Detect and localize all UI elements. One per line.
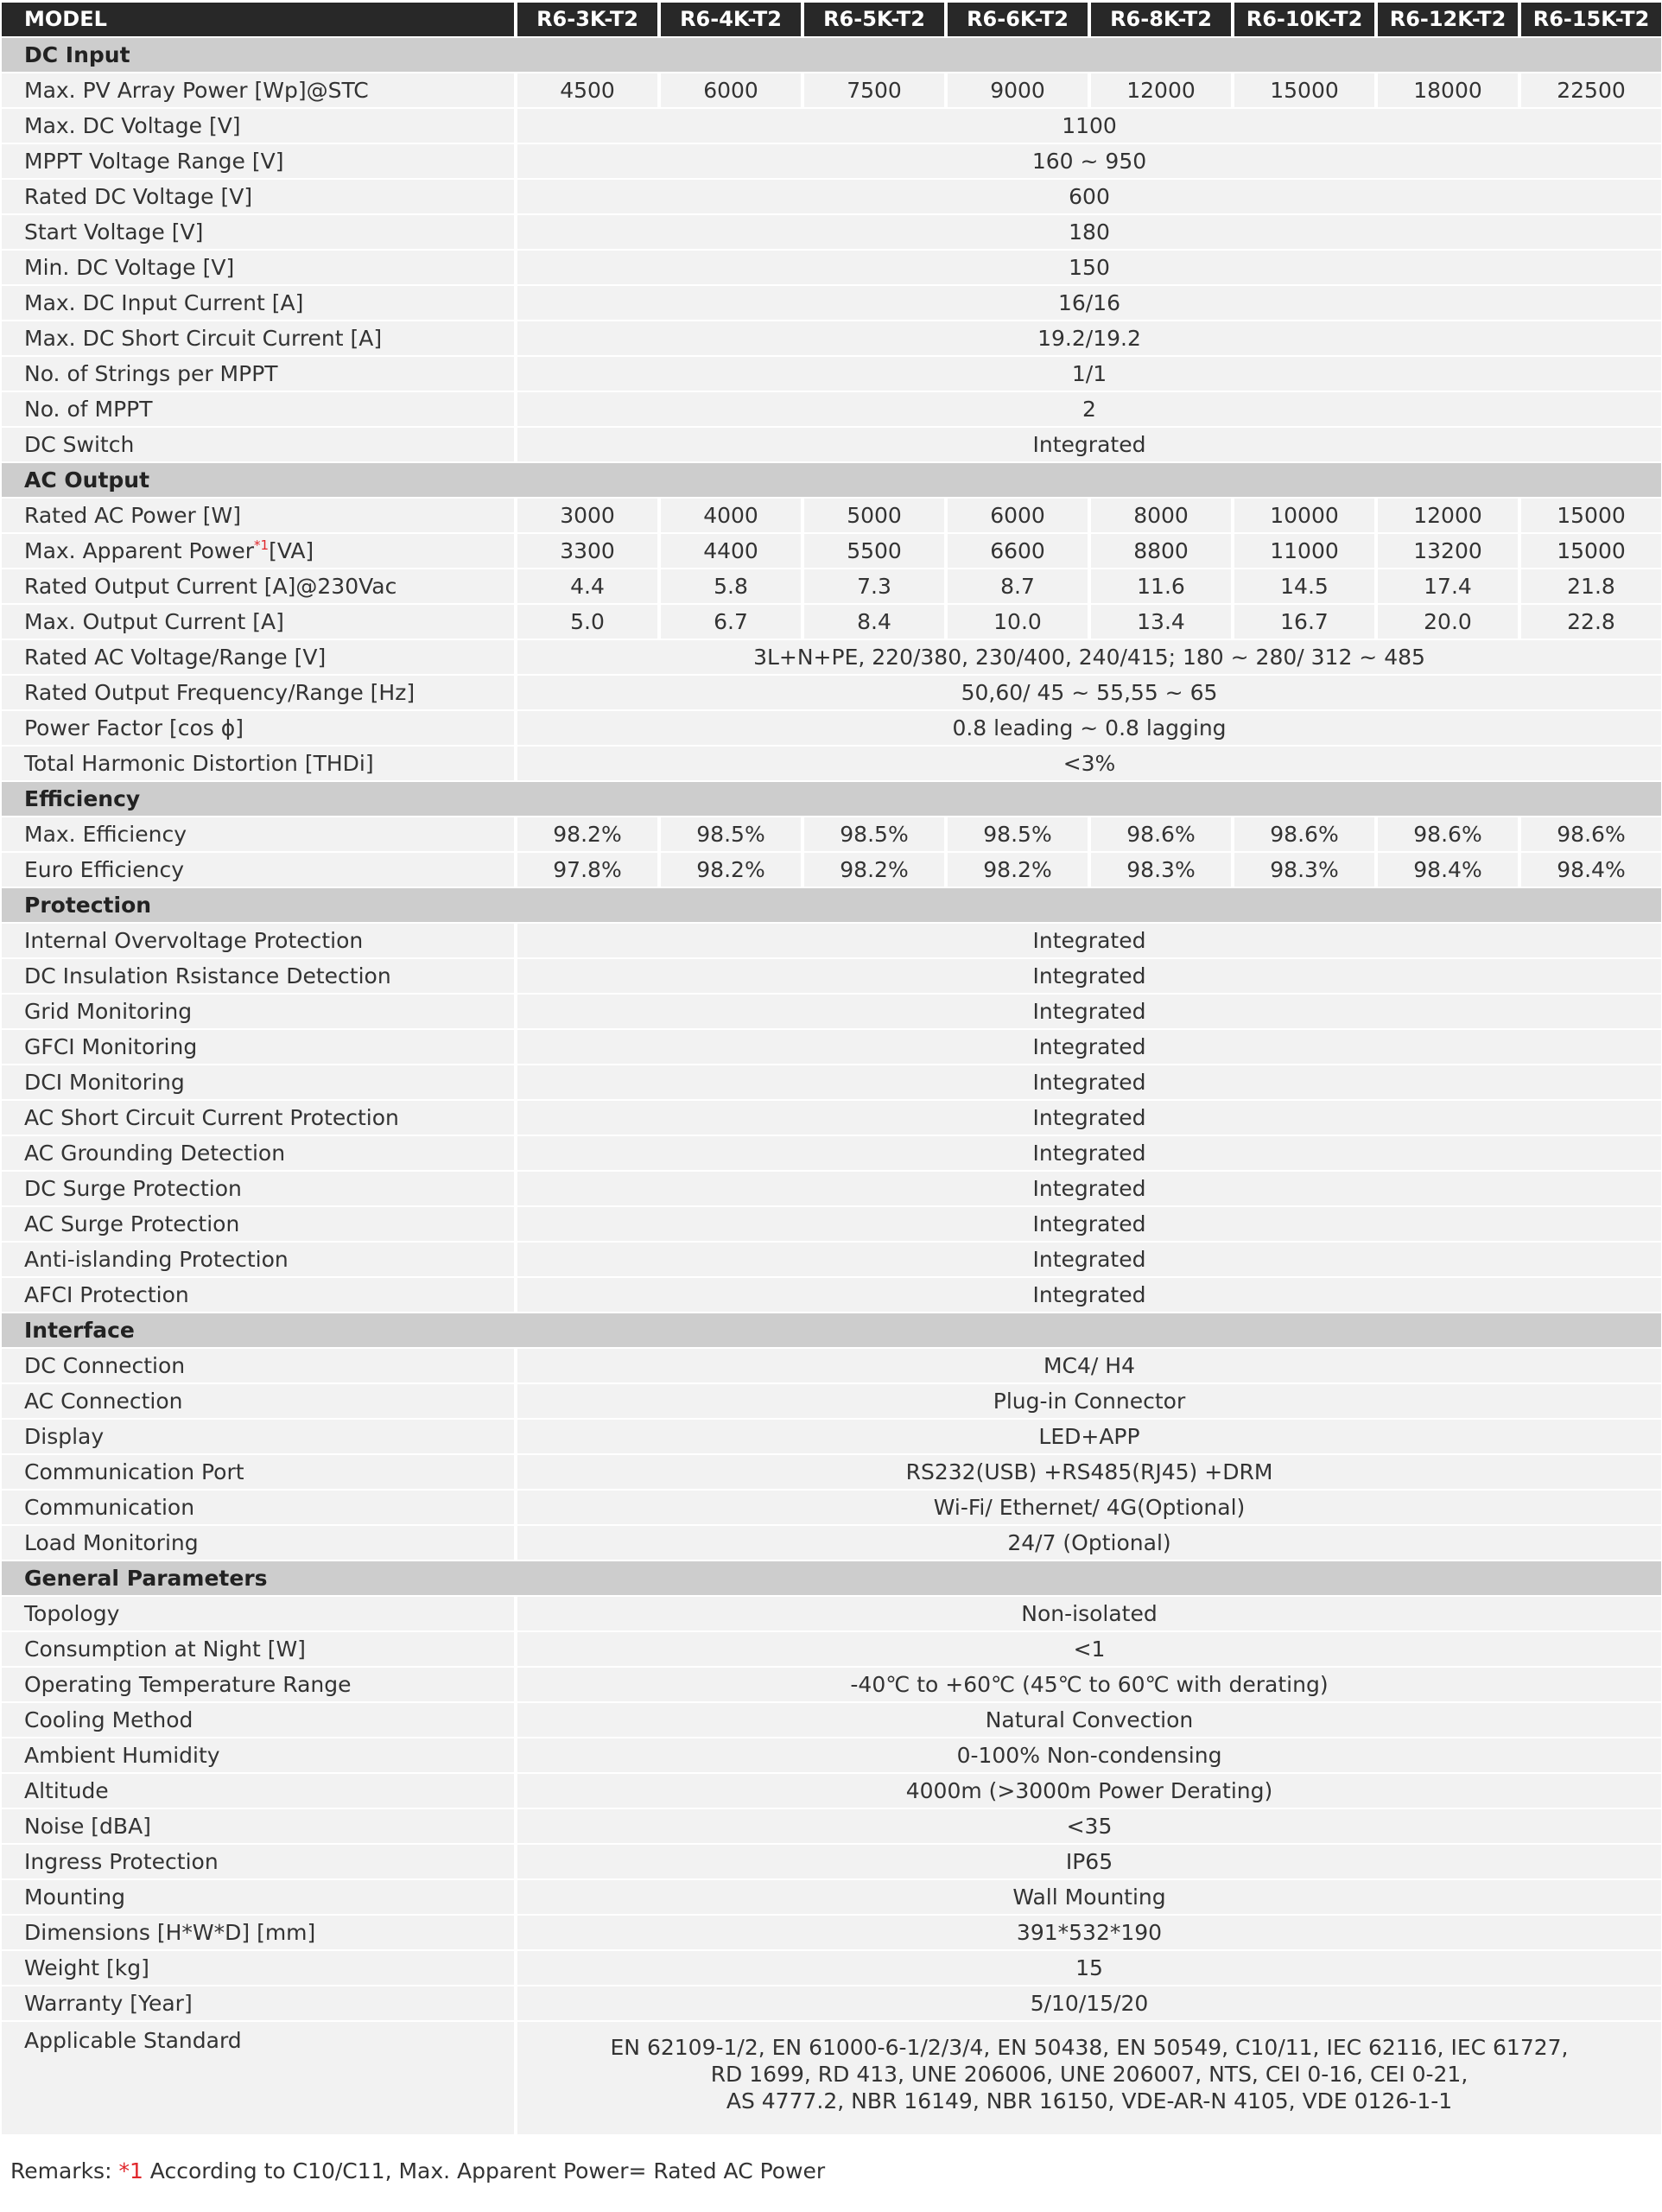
spec-value: 6600	[944, 534, 1088, 569]
spec-value: 12000	[1088, 73, 1231, 109]
spec-label	[2, 1597, 514, 1632]
spec-value-shared: Integrated	[514, 1207, 1661, 1243]
spec-value: 4500	[514, 73, 657, 109]
spec-label	[2, 1526, 514, 1561]
spec-value: 15000	[1518, 534, 1661, 569]
spec-label	[2, 392, 514, 428]
spec-value-shared: <3%	[514, 747, 1661, 782]
spec-value: 4.4	[514, 569, 657, 605]
spec-label-text: Power Factor [cos ϕ]	[24, 715, 244, 741]
spec-value: 98.2%	[801, 853, 944, 888]
spec-label	[2, 180, 514, 215]
spec-label-text: Ingress Protection	[24, 1849, 219, 1874]
spec-label	[2, 711, 514, 747]
spec-value: 6.7	[657, 605, 801, 640]
spec-label-text: Ambient Humidity	[24, 1743, 220, 1768]
standard-line: RD 1699, RD 413, UNE 206006, UNE 206007, NTS, CEI 0-16, CEI 0-21,	[710, 2062, 1469, 2087]
spec-row	[2, 959, 1661, 995]
spec-label-text: GFCI Monitoring	[24, 1034, 198, 1059]
spec-label	[2, 1101, 514, 1136]
spec-value-shared: 160 ~ 950	[514, 144, 1661, 180]
spec-label-text: DC Surge Protection	[24, 1176, 242, 1201]
spec-label-text: Min. DC Voltage [V]	[24, 255, 235, 280]
spec-label-text: Dimensions [H*W*D] [mm]	[24, 1920, 316, 1945]
spec-label-text: DC Insulation Rsistance Detection	[24, 963, 391, 988]
spec-label-text: Noise [dBA]	[24, 1814, 151, 1839]
spec-value: 98.2%	[514, 817, 657, 853]
spec-value: 5000	[801, 499, 944, 534]
section-title: AC Output	[2, 463, 1661, 499]
spec-value: 10000	[1231, 499, 1374, 534]
section-header-row	[2, 1313, 1661, 1349]
spec-row	[2, 1845, 1661, 1880]
spec-label-text: AC Surge Protection	[24, 1211, 240, 1236]
spec-value: 5.0	[514, 605, 657, 640]
spec-label	[2, 1349, 514, 1384]
spec-label-text: Total Harmonic Distortion [THDi]	[24, 751, 374, 776]
spec-label-text: Operating Temperature Range	[24, 1672, 352, 1697]
spec-value-shared: MC4/ H4	[514, 1349, 1661, 1384]
spec-label-text: Max. Apparent Power	[24, 538, 255, 563]
spec-value: 98.5%	[944, 817, 1088, 853]
spec-row	[2, 1243, 1661, 1278]
spec-value-shared: 1/1	[514, 357, 1661, 392]
spec-value-shared: Integrated	[514, 1136, 1661, 1172]
spec-label-text: Rated DC Voltage [V]	[24, 184, 253, 209]
spec-row	[2, 817, 1661, 853]
spec-label-text: AC Short Circuit Current Protection	[24, 1105, 399, 1130]
spec-row	[2, 1597, 1661, 1632]
spec-label	[2, 1455, 514, 1491]
remarks-text: According to C10/C11, Max. Apparent Power= Rated AC Power	[143, 2158, 826, 2183]
spec-value: 4000	[657, 499, 801, 534]
spec-label	[2, 109, 514, 144]
spec-label	[2, 959, 514, 995]
spec-label-text: No. of Strings per MPPT	[24, 361, 278, 386]
spec-label	[2, 640, 514, 676]
spec-label	[2, 1384, 514, 1420]
spec-label-text: Euro Efficiency	[24, 857, 185, 882]
spec-label	[2, 357, 514, 392]
spec-row	[2, 747, 1661, 782]
spec-label	[2, 569, 514, 605]
spec-label-text: Max. PV Array Power [Wp]@STC	[24, 78, 369, 103]
spec-value-shared: Integrated	[514, 1065, 1661, 1101]
spec-label-text: Cooling Method	[24, 1707, 193, 1732]
section-title: DC Input	[2, 38, 1661, 73]
spec-row	[2, 1916, 1661, 1951]
header-row	[2, 3, 1661, 38]
spec-label	[2, 853, 514, 888]
spec-value: 15000	[1518, 499, 1661, 534]
spec-value: 11.6	[1088, 569, 1231, 605]
spec-label-text: DC Switch	[24, 432, 135, 457]
spec-label	[2, 1809, 514, 1845]
spec-table	[2, 3, 1661, 2136]
spec-label	[2, 1278, 514, 1313]
spec-row	[2, 1703, 1661, 1738]
spec-value-shared: Integrated	[514, 1101, 1661, 1136]
spec-value: 98.5%	[801, 817, 944, 853]
spec-value-shared: Integrated	[514, 959, 1661, 995]
spec-value-shared: 4000m (>3000m Power Derating)	[514, 1774, 1661, 1809]
spec-row	[2, 2022, 1661, 2136]
spec-label	[2, 1491, 514, 1526]
spec-label	[2, 144, 514, 180]
remarks-note	[10, 2158, 825, 2183]
section-header-row	[2, 1561, 1661, 1597]
spec-label-text: MPPT Voltage Range [V]	[24, 149, 284, 174]
spec-value-shared: 50,60/ 45 ~ 55,55 ~ 65	[514, 676, 1661, 711]
spec-row	[2, 640, 1661, 676]
spec-value-shared: 24/7 (Optional)	[514, 1526, 1661, 1561]
spec-label-text: DC Connection	[24, 1353, 186, 1378]
spec-value: 8.4	[801, 605, 944, 640]
spec-label	[2, 1880, 514, 1916]
spec-value-shared: Natural Convection	[514, 1703, 1661, 1738]
section-title: Protection	[2, 888, 1661, 924]
spec-label	[2, 1065, 514, 1101]
spec-body	[2, 38, 1661, 2136]
spec-label	[2, 1738, 514, 1774]
spec-label-text: AC Connection	[24, 1389, 183, 1414]
spec-value: 17.4	[1374, 569, 1518, 605]
model-header: R6-8K-T2	[1088, 3, 1231, 38]
spec-label-text: Mounting	[24, 1885, 126, 1910]
spec-value-shared: 5/10/15/20	[514, 1986, 1661, 2022]
spec-row	[2, 428, 1661, 463]
spec-value: 98.5%	[657, 817, 801, 853]
spec-label-text: Max. DC Input Current [A]	[24, 290, 304, 315]
spec-value-shared: 3L+N+PE, 220/380, 230/400, 240/415; 180 ~ 280/ 312 ~ 485	[514, 640, 1661, 676]
spec-row	[2, 534, 1661, 569]
spec-label-text: Load Monitoring	[24, 1530, 199, 1555]
spec-row	[2, 853, 1661, 888]
spec-label-text: Display	[24, 1424, 105, 1449]
spec-value: 98.2%	[657, 853, 801, 888]
spec-label-suffix: [VA]	[269, 538, 314, 563]
spec-value: 98.4%	[1374, 853, 1518, 888]
model-header: R6-12K-T2	[1374, 3, 1518, 38]
spec-row	[2, 1455, 1661, 1491]
spec-value: 3300	[514, 534, 657, 569]
spec-value-shared: 0.8 leading ~ 0.8 lagging	[514, 711, 1661, 747]
spec-label-text: Internal Overvoltage Protection	[24, 928, 364, 953]
spec-row	[2, 924, 1661, 959]
spec-label-text: Max. DC Voltage [V]	[24, 113, 241, 138]
spec-row	[2, 144, 1661, 180]
spec-value: 13200	[1374, 534, 1518, 569]
spec-value-shared: Integrated	[514, 1243, 1661, 1278]
spec-label-text: Communication Port	[24, 1459, 244, 1484]
model-header: R6-5K-T2	[801, 3, 944, 38]
spec-label-text: Weight [kg]	[24, 1955, 149, 1980]
spec-value-shared: Plug-in Connector	[514, 1384, 1661, 1420]
spec-value: 6000	[657, 73, 801, 109]
spec-value-shared: Integrated	[514, 995, 1661, 1030]
spec-value-shared: IP65	[514, 1845, 1661, 1880]
spec-value: 18000	[1374, 73, 1518, 109]
spec-label-text: Warranty [Year]	[24, 1991, 193, 2016]
spec-row	[2, 1136, 1661, 1172]
spec-row	[2, 1986, 1661, 2022]
spec-label	[2, 1632, 514, 1668]
spec-value: 8800	[1088, 534, 1231, 569]
spec-value-shared: Integrated	[514, 1030, 1661, 1065]
spec-value: 3000	[514, 499, 657, 534]
spec-row	[2, 1420, 1661, 1455]
spec-value-multiline	[514, 2022, 1661, 2136]
spec-row	[2, 1951, 1661, 1986]
spec-row	[2, 676, 1661, 711]
model-header: R6-3K-T2	[514, 3, 657, 38]
spec-row	[2, 1101, 1661, 1136]
remarks-marker: *1	[118, 2158, 143, 2183]
spec-value-shared: RS232(USB) +RS485(RJ45) +DRM	[514, 1455, 1661, 1491]
spec-value: 7.3	[801, 569, 944, 605]
model-header: R6-10K-T2	[1231, 3, 1374, 38]
standard-line: AS 4777.2, NBR 16149, NBR 16150, VDE-AR-N 4105, VDE 0126-1-1	[726, 2088, 1453, 2113]
spec-label-text: Anti-islanding Protection	[24, 1247, 289, 1272]
spec-row	[2, 180, 1661, 215]
spec-row	[2, 1668, 1661, 1703]
spec-row	[2, 1349, 1661, 1384]
spec-row	[2, 1065, 1661, 1101]
spec-label	[2, 1986, 514, 2022]
spec-value: 98.4%	[1518, 853, 1661, 888]
spec-value: 98.6%	[1088, 817, 1231, 853]
spec-label	[2, 1243, 514, 1278]
spec-label-text: Max. DC Short Circuit Current [A]	[24, 326, 383, 351]
spec-row	[2, 1632, 1661, 1668]
spec-label	[2, 286, 514, 321]
spec-value-shared: 1100	[514, 109, 1661, 144]
spec-row	[2, 215, 1661, 251]
standard-line: EN 62109-1/2, EN 61000-6-1/2/3/4, EN 50438, EN 50549, C10/11, IEC 62116, IEC 61727,	[610, 2035, 1569, 2060]
spec-value: 97.8%	[514, 853, 657, 888]
spec-label	[2, 251, 514, 286]
spec-label-text: Max. Efficiency	[24, 822, 187, 847]
spec-label	[2, 2022, 514, 2136]
spec-label	[2, 428, 514, 463]
spec-label	[2, 1668, 514, 1703]
spec-value: 21.8	[1518, 569, 1661, 605]
spec-value: 98.6%	[1374, 817, 1518, 853]
spec-value: 22500	[1518, 73, 1661, 109]
spec-value-shared: <1	[514, 1632, 1661, 1668]
spec-row	[2, 995, 1661, 1030]
spec-label-text: Altitude	[24, 1778, 109, 1803]
spec-row	[2, 1491, 1661, 1526]
spec-label	[2, 1207, 514, 1243]
spec-row	[2, 357, 1661, 392]
spec-row	[2, 1207, 1661, 1243]
spec-label	[2, 605, 514, 640]
spec-label-text: Max. Output Current [A]	[24, 609, 284, 634]
spec-label	[2, 747, 514, 782]
spec-label-text: Rated AC Power [W]	[24, 503, 241, 528]
spec-value-shared: Wall Mounting	[514, 1880, 1661, 1916]
spec-value-shared: Integrated	[514, 428, 1661, 463]
spec-value: 16.7	[1231, 605, 1374, 640]
spec-value: 98.6%	[1231, 817, 1374, 853]
section-header-row	[2, 782, 1661, 817]
spec-value: 10.0	[944, 605, 1088, 640]
spec-label-text: DCI Monitoring	[24, 1070, 185, 1095]
spec-label	[2, 1774, 514, 1809]
spec-value: 98.2%	[944, 853, 1088, 888]
spec-value: 8000	[1088, 499, 1231, 534]
model-header: R6-6K-T2	[944, 3, 1088, 38]
spec-row	[2, 1278, 1661, 1313]
spec-value-shared: -40℃ to +60℃ (45℃ to 60℃ with derating)	[514, 1668, 1661, 1703]
spec-label	[2, 1916, 514, 1951]
spec-label	[2, 321, 514, 357]
spec-label	[2, 1172, 514, 1207]
spec-label-text: Start Voltage [V]	[24, 219, 204, 245]
model-header: R6-15K-T2	[1518, 3, 1661, 38]
spec-row	[2, 392, 1661, 428]
spec-label	[2, 215, 514, 251]
spec-value-shared: 391*532*190	[514, 1916, 1661, 1951]
spec-value-shared: 0-100% Non-condensing	[514, 1738, 1661, 1774]
spec-value-shared: 15	[514, 1951, 1661, 1986]
spec-label-text: Rated Output Frequency/Range [Hz]	[24, 680, 416, 705]
spec-row	[2, 569, 1661, 605]
spec-label	[2, 73, 514, 109]
spec-sheet	[2, 3, 1659, 2136]
remarks-prefix: Remarks:	[10, 2158, 119, 2183]
spec-label-text: AC Grounding Detection	[24, 1141, 286, 1166]
spec-row	[2, 251, 1661, 286]
spec-row	[2, 1526, 1661, 1561]
spec-label-text: Topology	[24, 1601, 120, 1626]
section-title: Interface	[2, 1313, 1661, 1349]
model-header-label: MODEL	[2, 3, 514, 38]
spec-value: 7500	[801, 73, 944, 109]
spec-value: 12000	[1374, 499, 1518, 534]
spec-row	[2, 1774, 1661, 1809]
spec-value: 6000	[944, 499, 1088, 534]
spec-value-shared: 180	[514, 215, 1661, 251]
spec-label	[2, 1703, 514, 1738]
spec-label	[2, 1030, 514, 1065]
spec-label	[2, 1845, 514, 1880]
spec-label	[2, 499, 514, 534]
spec-row	[2, 1172, 1661, 1207]
spec-label	[2, 995, 514, 1030]
spec-row	[2, 1030, 1661, 1065]
spec-label	[2, 1951, 514, 1986]
footnote-marker: *1	[254, 537, 270, 553]
spec-value: 5.8	[657, 569, 801, 605]
spec-row	[2, 73, 1661, 109]
spec-value-shared: LED+APP	[514, 1420, 1661, 1455]
section-title: General Parameters	[2, 1561, 1661, 1597]
spec-row	[2, 711, 1661, 747]
spec-value: 5500	[801, 534, 944, 569]
spec-value: 13.4	[1088, 605, 1231, 640]
section-header-row	[2, 888, 1661, 924]
section-title: Efficiency	[2, 782, 1661, 817]
spec-value-shared: 16/16	[514, 286, 1661, 321]
section-header-row	[2, 38, 1661, 73]
spec-value-shared: Integrated	[514, 1172, 1661, 1207]
spec-value: 98.3%	[1231, 853, 1374, 888]
spec-value-shared: Wi-Fi/ Ethernet/ 4G(Optional)	[514, 1491, 1661, 1526]
spec-value: 20.0	[1374, 605, 1518, 640]
spec-label-text: Consumption at Night [W]	[24, 1637, 306, 1662]
spec-row	[2, 1809, 1661, 1845]
spec-label-text: Communication	[24, 1495, 195, 1520]
spec-row	[2, 1384, 1661, 1420]
spec-label	[2, 534, 514, 569]
spec-row	[2, 109, 1661, 144]
spec-row	[2, 605, 1661, 640]
spec-row	[2, 1738, 1661, 1774]
spec-value-shared: <35	[514, 1809, 1661, 1845]
spec-value-shared: Integrated	[514, 1278, 1661, 1313]
spec-label	[2, 1420, 514, 1455]
spec-value-shared: 150	[514, 251, 1661, 286]
spec-value: 11000	[1231, 534, 1374, 569]
section-header-row	[2, 463, 1661, 499]
spec-value: 98.3%	[1088, 853, 1231, 888]
spec-label	[2, 1136, 514, 1172]
spec-value-shared: Non-isolated	[514, 1597, 1661, 1632]
spec-row	[2, 1880, 1661, 1916]
spec-value: 98.6%	[1518, 817, 1661, 853]
spec-label-text: Grid Monitoring	[24, 999, 193, 1024]
spec-label	[2, 817, 514, 853]
spec-row	[2, 321, 1661, 357]
spec-value: 4400	[657, 534, 801, 569]
model-header: R6-4K-T2	[657, 3, 801, 38]
spec-row	[2, 499, 1661, 534]
spec-row	[2, 286, 1661, 321]
spec-label	[2, 924, 514, 959]
spec-value: 22.8	[1518, 605, 1661, 640]
spec-label-text: No. of MPPT	[24, 397, 153, 422]
spec-value: 8.7	[944, 569, 1088, 605]
spec-label	[2, 676, 514, 711]
spec-value-shared: 19.2/19.2	[514, 321, 1661, 357]
spec-value: 15000	[1231, 73, 1374, 109]
spec-value-shared: 600	[514, 180, 1661, 215]
spec-value-shared: Integrated	[514, 924, 1661, 959]
spec-value: 9000	[944, 73, 1088, 109]
spec-value-shared: 2	[514, 392, 1661, 428]
spec-label-text: Applicable Standard	[24, 2028, 242, 2053]
spec-label-text: AFCI Protection	[24, 1282, 189, 1307]
spec-value: 14.5	[1231, 569, 1374, 605]
spec-label-text: Rated AC Voltage/Range [V]	[24, 645, 327, 670]
spec-label-text: Rated Output Current [A]@230Vac	[24, 574, 397, 599]
